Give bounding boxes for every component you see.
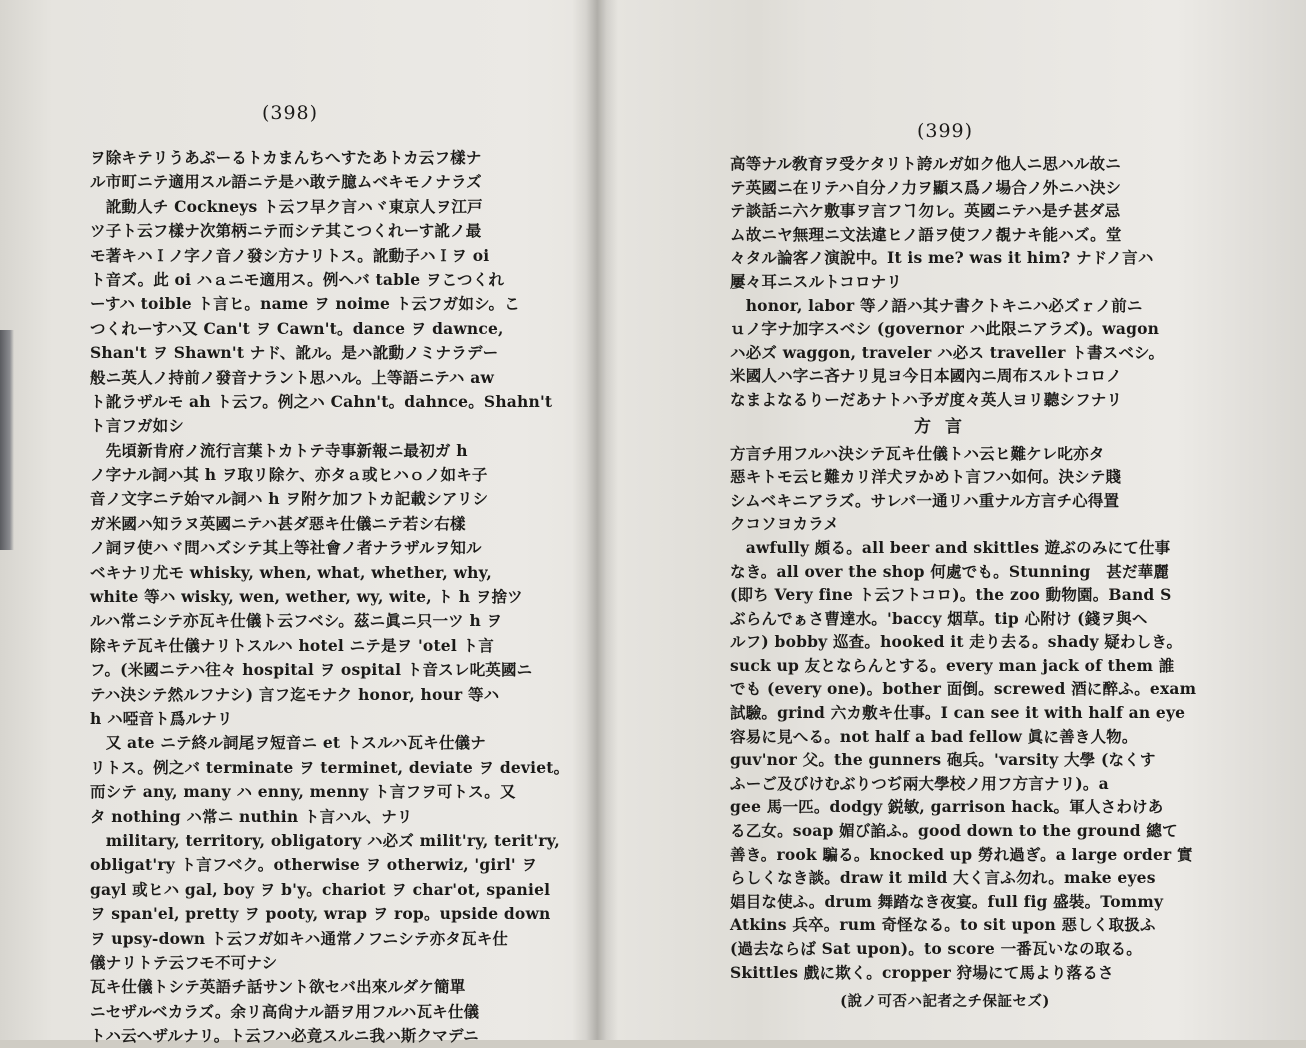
- text-line: フ。(米國ニテハ往々 hospital ヲ ospital ト音スレ叱英國ニ: [90, 660, 533, 680]
- text-line: トハ云ヘザルナリ。ト云フハ必竟スルニ我ハ斯クマデニ: [90, 1026, 479, 1046]
- text-line: 又 ate ニテ終ル詞尾ヲ短音ニ et トスルハ瓦キ仕儀ナ: [90, 733, 486, 753]
- text-line: ト言フガ如シ: [90, 416, 185, 436]
- section-heading: 方言: [914, 416, 976, 437]
- text-line: 儀ナリトテ云フモ不可ナシ: [90, 952, 278, 972]
- adjacent-object-edge: [0, 330, 14, 550]
- text-line: テハ決シテ然ルフナシ) 言フ迄モナク honor, hour 等ハ: [90, 684, 500, 704]
- text-line: ぶらんでぁさ曹達水。'baccy 烟草。tip 心附け (錢ヲ與ヘ: [730, 608, 1148, 628]
- text-line: 訛動人チ Cockneys ト云フ早ク言ハヾ東京人ヲ江戸: [90, 196, 483, 216]
- right-page-number: (399): [916, 120, 974, 142]
- text-line: 娼目な使ふ。drum 舞踏なき夜宴。full fig 盛裝。Tommy: [730, 891, 1164, 911]
- text-line: 高等ナル敎育ヲ受ケタリト誇ルガ如ク他人ニ思ハル故ニ: [730, 154, 1121, 173]
- text-line: クコソヨカラメ: [730, 514, 840, 534]
- text-line: gee 馬一匹。dodgy 鋭敏, garrison hack。軍人さわけあ: [730, 797, 1164, 817]
- text-line: Skittles 戲に欺く。cropper 狩場にて馬より落るさ: [730, 962, 1114, 982]
- text-line: ノ詞ヲ使ハヾ問ハズシテ其上等社會ノ者ナラザルヲ知ル: [90, 538, 482, 558]
- text-line: ーすハ toible ト言ヒ。name ヲ noime ト云フガ如シ。こ: [90, 294, 520, 314]
- text-line: ニセザルベカラズ。余リ高尙ナル語ヲ用フルハ瓦キ仕儀: [90, 1001, 480, 1021]
- text-line: らしくなき談。draw it mild 大く言ふ勿れ。make eyes: [730, 868, 1156, 888]
- text-line: h ハ啞音ト爲ルナリ: [90, 708, 233, 728]
- text-line: 除キテ瓦キ仕儀ナリトスルハ hotel ニテ是ヲ 'otel ト言: [90, 635, 494, 655]
- text-line: なまよなるりーだあナトハ予ガ度々英人ヨリ聽シフナリ: [730, 389, 1123, 409]
- text-line: suck up 友とならんとする。every man jack of them 誰: [730, 655, 1175, 675]
- text-line: ル市町ニテ適用スル語ニテ是ハ敢テ臆ムベキモノナラズ: [90, 172, 482, 192]
- text-line: 般ニ英人ノ持前ノ發音ナラント思ハル。上等語ニテハ aw: [90, 367, 495, 387]
- footer-note: (說ノ可否ハ記者之チ保証セズ): [840, 993, 1050, 1011]
- text-line: 惡キトモ云ヒ難カリ洋犬ヲかめト言フハ如何。決シテ賤: [730, 467, 1122, 487]
- text-line: つくれーすハ又 Can't ヲ Cawn't。dance ヲ dawnce,: [90, 318, 504, 338]
- text-line: でも (every one)。bother 面倒。screwed 酒に醉ふ。exam: [730, 679, 1197, 699]
- text-line: (即ち Very fine ト云フトコロ)。the zoo 動物園。Band S: [730, 585, 1172, 605]
- text-line: 容易に見へる。not half a bad fellow 眞に善き人物。: [730, 726, 1138, 746]
- text-line: white 等ハ wisky, wen, wether, wy, wite, ト h ヲ捨ツ: [90, 587, 523, 607]
- text-line: military, territory, obligatory ハ必ズ milit'ry, terit'ry,: [90, 830, 560, 850]
- text-line: awfully 頗る。all beer and skittles 遊ぶのみにて仕事: [730, 537, 1171, 557]
- text-line: ト訛ラザルモ ah ト云フ。例之ハ Cahn't。dahnce。Shahn't: [90, 391, 553, 411]
- text-line: テ英國ニ在リテハ自分ノ力ヲ顯ス爲ノ場合ノ外ニハ決シ: [730, 177, 1122, 197]
- right-page-text-top: [730, 152, 1165, 412]
- text-line: ノ字ナル詞ハ其 h ヲ取リ除ケ、亦タａ或ヒハｏノ如キ子: [90, 465, 488, 485]
- text-line: guv'nor 父。the gunners 砲兵。'varsity 大學 (なくす: [730, 750, 1156, 770]
- text-line: ガ米國ハ知ラヌ英國ニテハ甚ダ惡キ仕儀ニテ若シ右樣: [90, 513, 466, 533]
- text-line: 先頃新肯府ノ流行言葉トカトテ寺事新報ニ最初ガ h: [90, 440, 468, 460]
- text-line: タ nothing ハ常ニ nuthin ト言ハル、ナリ: [90, 806, 413, 826]
- text-line: シムベキニアラズ。サレバ一通リハ重ナル方言チ心得置: [730, 490, 1120, 510]
- text-line: 米國人ハ字ニ吝ナリ見ヨ今日本國內ニ周布スルトコロノ: [730, 366, 1122, 386]
- text-line: ルフ) bobby 巡査。hooked it 走り去る。shady 疑わしき。: [730, 632, 1183, 652]
- text-line: ム故ニヤ無理ニ文法違ヒノ語ヲ使フノ覩ナキ能ハズ。堂: [730, 224, 1122, 244]
- text-line: honor, labor 等ノ語ハ其ナ書クトキニハ必ズｒノ前ニ: [730, 295, 1143, 315]
- text-line: ハ必ズ waggon, traveler ハ必ス traveller ト書スベシ。: [730, 342, 1165, 362]
- text-line: ツ子ト云フ樣ナ次第柄ニテ而シテ其こつくれーす訛ノ最: [90, 221, 482, 241]
- text-line: 方言チ用フルハ決シテ瓦キ仕儀トハ云ヒ難ケレ叱亦タ: [730, 443, 1105, 463]
- text-line: (過去ならば Sat upon)。to score 一番瓦いなの取る。: [730, 939, 1142, 958]
- right-page: [730, 0, 1197, 1011]
- text-line: Shan't ヲ Shawn't ナド、訛ル。是ハ訛動ノミナラデー: [90, 343, 499, 363]
- text-line: 音ノ文字ニテ始マル詞ハ h ヲ附ケ加フトカ記載シアリシ: [90, 489, 489, 509]
- text-line: gayl 或ヒハ gal, boy ヲ b'y。chariot ヲ char'ot, spaniel: [90, 879, 551, 899]
- left-page-number: (398): [261, 102, 319, 124]
- text-line: ヲ span'el, pretty ヲ pooty, wrap ヲ rop。upside down: [90, 904, 551, 924]
- text-line: モ著キハＩノ字ノ音ノ發シ方ナリトス。訛動子ハＩヲ oi: [90, 245, 490, 265]
- text-line: 試驗。grind 六カ敷キ仕事。I can see it with half an eye: [730, 703, 1186, 723]
- text-line: 々タル論客ノ演說中。It is me? was it him? ナドノ言ハ: [730, 248, 1154, 268]
- text-line: ルハ常ニシテ亦瓦キ仕儀ト云フベシ。茲ニ眞ニ只一ツ h ヲ: [90, 611, 503, 631]
- right-page-text-bottom: [730, 442, 1197, 985]
- left-page-text: [90, 146, 570, 1048]
- text-line: ヲ除キテリうあぷーるトカまんちへすたあトカ云フ樣ナ: [90, 148, 482, 167]
- book-gutter: [572, 0, 618, 1040]
- text-line: る乙女。soap 媚び諂ふ。good down to the ground 總て: [730, 821, 1178, 841]
- text-line: 而シテ any, many ハ enny, menny ト言フヲ可トス。又: [90, 782, 516, 802]
- text-line: ベキナリ尤モ whisky, when, what, whether, why,: [90, 562, 492, 582]
- text-line: ヲ upsy-down ト云フガ如キハ通常ノフニシテ亦タ瓦キ仕: [90, 928, 509, 948]
- text-line: ふーご及びけむぶりつぢ兩大學校ノ用フ方言ナリ)。a: [730, 773, 1109, 793]
- text-line: テ談話ニ六ケ敷事ヲ言フヿ勿レ。英國ニテハ是チ甚ダ忌: [730, 201, 1121, 221]
- text-line: 瓦キ仕儀トシテ英語チ話サント欲セバ出來ルダケ簡單: [90, 977, 466, 997]
- text-line: なき。all over the shop 何處でも。Stunning 甚だ華麗: [730, 561, 1170, 581]
- text-line: 善き。rook 騙る。knocked up 勞れ過ぎ。a large order 實: [730, 844, 1193, 864]
- text-line: ｕノ字ナ加字スベシ (governor ハ此限ニアラズ)。wagon: [730, 319, 1160, 339]
- text-line: 屢々耳ニスルトコロナリ: [730, 271, 903, 291]
- text-line: ト音ズ。此 oi ハａニモ適用ス。例ヘバ table ヲこつくれ: [90, 269, 505, 289]
- text-line: Atkins 兵卒。rum 奇怪なる。to sit upon 惡しく取扱ふ: [730, 915, 1156, 935]
- left-page: [90, 0, 570, 1048]
- text-line: obligat'ry ト言フベク。otherwise ヲ otherwiz, 'girl' ヲ: [90, 855, 538, 875]
- text-line: リトス。例之バ terminate ヲ terminet, deviate ヲ deviet。: [90, 757, 570, 777]
